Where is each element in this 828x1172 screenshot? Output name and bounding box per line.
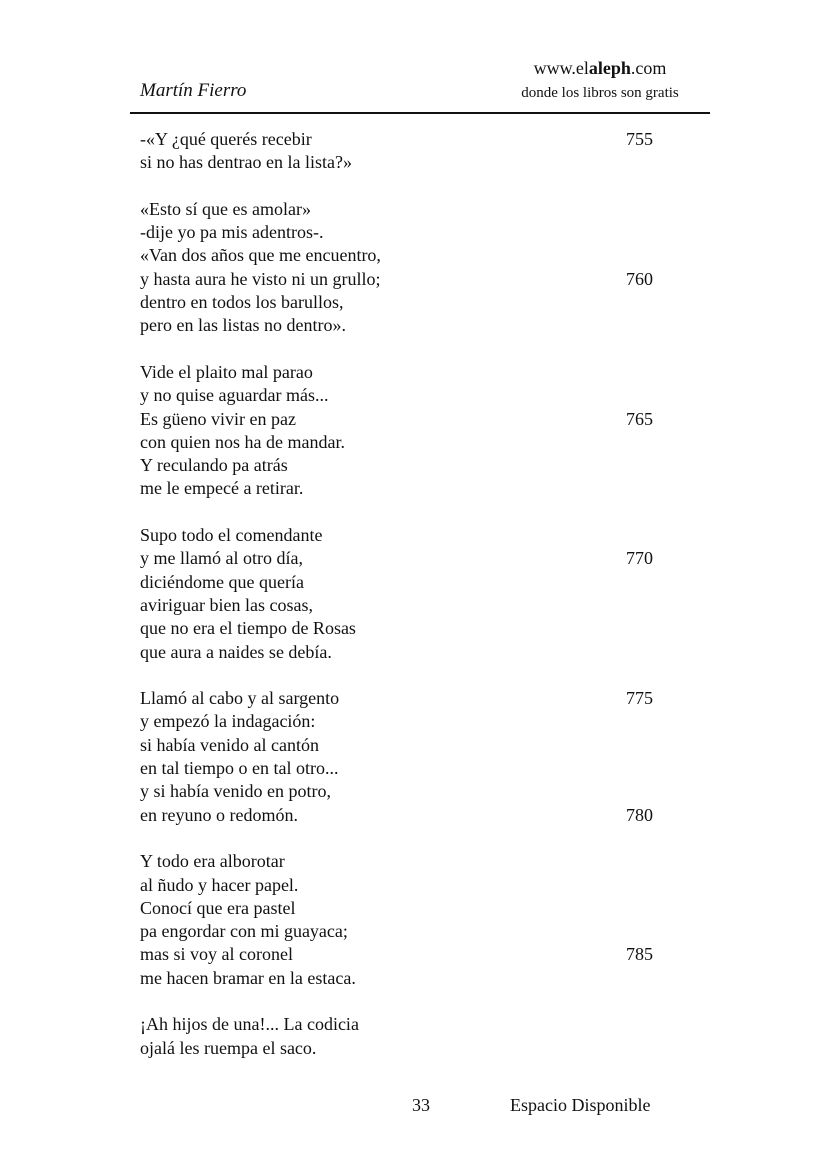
line-number: 770 bbox=[626, 548, 653, 569]
verse-line bbox=[140, 547, 680, 570]
poem-body bbox=[140, 128, 680, 1083]
verse-text: Vide el plaito mal parao bbox=[140, 361, 313, 382]
stanza bbox=[140, 524, 680, 664]
verse-text: Llamó al cabo y al sargento bbox=[140, 688, 340, 709]
verse-text: con quien nos ha de mandar. bbox=[140, 431, 345, 452]
verse-line bbox=[140, 198, 680, 221]
verse-line bbox=[140, 361, 680, 384]
line-number: 755 bbox=[626, 129, 653, 149]
verse-text: que aura a naides se debía. bbox=[140, 641, 332, 662]
verse-text: «Van dos años que me encuentro, bbox=[140, 245, 381, 266]
line-number: 760 bbox=[626, 268, 653, 289]
verse-line bbox=[140, 920, 680, 943]
line-number: 775 bbox=[626, 688, 653, 709]
site-tagline: donde los libros son gratis bbox=[521, 85, 679, 101]
verse-text: diciéndome que quería bbox=[140, 571, 304, 592]
verse-line bbox=[140, 1013, 680, 1036]
site-url-bold: aleph bbox=[588, 58, 631, 78]
verse-text: ojalá les ruempa el saco. bbox=[140, 1037, 317, 1058]
verse-line bbox=[140, 804, 680, 827]
verse-line bbox=[140, 454, 680, 477]
verse-text: y empezó la indagación: bbox=[140, 711, 316, 732]
stanza bbox=[140, 687, 680, 827]
verse-line bbox=[140, 687, 680, 710]
verse-text: al ñudo y hacer papel. bbox=[140, 874, 299, 895]
stanza bbox=[140, 361, 680, 501]
verse-line bbox=[140, 617, 680, 640]
line-number: 780 bbox=[626, 804, 653, 825]
line-number: 765 bbox=[626, 408, 653, 429]
verse-text: aviriguar bien las cosas, bbox=[140, 594, 313, 615]
verse-line bbox=[140, 151, 680, 174]
stanza bbox=[140, 1013, 680, 1060]
book-title: Martín Fierro bbox=[140, 80, 247, 101]
verse-line bbox=[140, 780, 680, 803]
verse-text: pero en las listas no dentro». bbox=[140, 315, 346, 336]
verse-text: y si había venido en potro, bbox=[140, 781, 331, 802]
verse-line bbox=[140, 1037, 680, 1060]
verse-text: -«Y ¿qué querés recebir bbox=[140, 129, 312, 149]
verse-text: me hacen bramar en la estaca. bbox=[140, 967, 356, 988]
line-number: 785 bbox=[626, 944, 653, 965]
verse-line bbox=[140, 431, 680, 454]
verse-text: en reyuno o redomón. bbox=[140, 804, 298, 825]
verse-text: Supo todo el comendante bbox=[140, 525, 323, 546]
verse-line bbox=[140, 850, 680, 873]
verse-line bbox=[140, 524, 680, 547]
verse-line bbox=[140, 571, 680, 594]
verse-line bbox=[140, 244, 680, 267]
verse-line bbox=[140, 710, 680, 733]
verse-line bbox=[140, 477, 680, 500]
verse-line bbox=[140, 897, 680, 920]
verse-line bbox=[140, 384, 680, 407]
stanza bbox=[140, 850, 680, 990]
verse-text: Es güeno vivir en paz bbox=[140, 408, 296, 429]
verse-line bbox=[140, 268, 680, 291]
verse-text: ¡Ah hijos de una!... La codicia bbox=[140, 1014, 359, 1035]
verse-line bbox=[140, 594, 680, 617]
verse-text: Y reculando pa atrás bbox=[140, 455, 288, 476]
verse-text: -dije yo pa mis adentros-. bbox=[140, 222, 324, 243]
verse-text: me le empecé a retirar. bbox=[140, 478, 304, 499]
footer-note: Espacio Disponible bbox=[510, 1095, 651, 1115]
site-url: www.elaleph.com bbox=[533, 58, 667, 78]
verse-line bbox=[140, 734, 680, 757]
verse-line bbox=[140, 291, 680, 314]
verse-text: y me llamó al otro día, bbox=[140, 548, 303, 569]
verse-text: pa engordar con mi guayaca; bbox=[140, 921, 348, 942]
page-number: 33 bbox=[412, 1095, 430, 1115]
verse-text: si no has dentrao en la lista?» bbox=[140, 152, 352, 173]
verse-text: si había venido al cantón bbox=[140, 734, 319, 755]
stanza bbox=[140, 198, 680, 338]
verse-text: «Esto sí que es amolar» bbox=[140, 198, 311, 219]
verse-text: Conocí que era pastel bbox=[140, 897, 296, 918]
verse-text: que no era el tiempo de Rosas bbox=[140, 618, 356, 639]
verse-text: en tal tiempo o en tal otro... bbox=[140, 758, 339, 779]
verse-line bbox=[140, 757, 680, 780]
verse-line bbox=[140, 967, 680, 990]
stanza bbox=[140, 128, 680, 175]
verse-text: dentro en todos los barullos, bbox=[140, 292, 344, 313]
verse-text: y hasta aura he visto ni un grullo; bbox=[140, 268, 381, 289]
verse-text: mas si voy al coronel bbox=[140, 944, 293, 965]
verse-line bbox=[140, 408, 680, 431]
verse-line bbox=[140, 943, 680, 966]
verse-line bbox=[140, 128, 680, 151]
header-rule bbox=[130, 112, 710, 114]
verse-line bbox=[140, 221, 680, 244]
verse-text: Y todo era alborotar bbox=[140, 851, 285, 872]
verse-line bbox=[140, 874, 680, 897]
verse-text: y no quise aguardar más... bbox=[140, 385, 329, 406]
verse-line bbox=[140, 641, 680, 664]
verse-line bbox=[140, 314, 680, 337]
